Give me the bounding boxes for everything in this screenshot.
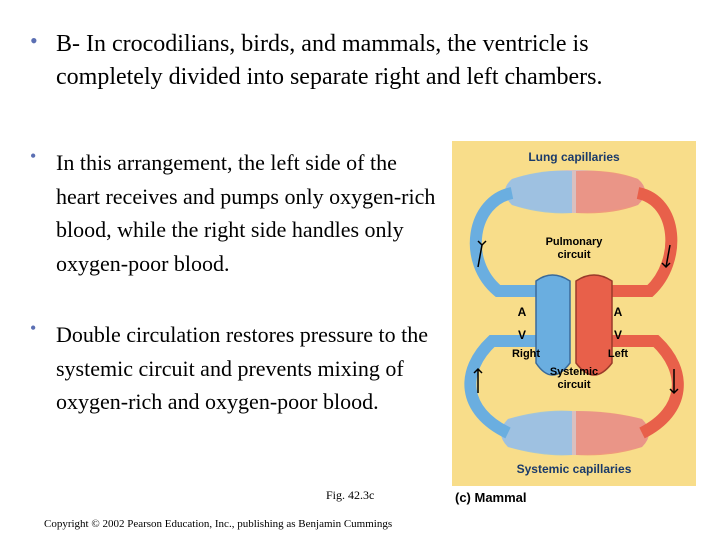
systemic-capillaries-label: Systemic capillaries — [516, 462, 632, 476]
figure-reference: Fig. 42.3c — [326, 488, 375, 502]
bullet-text: Double circulation restores pressure to the systemic circuit and prevents mixing of oxygen-rich and oxygen-poor blood. — [56, 322, 429, 414]
bullet-marker: • — [30, 146, 37, 166]
bullet-text: B- In crocodilians, birds, and mammals, the ventricle is completely divided into separate right and left chambers. — [56, 31, 603, 90]
ventricle-label-right-side: V — [517, 328, 527, 342]
bullet-3 — [30, 318, 440, 419]
systemic-circuit-label-1: Systemic — [549, 366, 599, 378]
left-side-label: Left — [607, 348, 629, 360]
bullet-text: In this arrangement, the left side of the heart receives and pumps only oxygen-rich blood, while the right side handles only oxygen-poor blood. — [56, 150, 436, 276]
systemic-circuit-label-2: circuit — [557, 379, 591, 391]
bullet-marker: • — [30, 28, 38, 53]
right-side-label: Right — [511, 348, 541, 360]
bullet-marker: • — [30, 318, 37, 338]
pulmonary-circuit-label-1: Pulmonary — [545, 236, 603, 248]
figure-caption: (c) Mammal — [455, 490, 527, 505]
atrium-label-right-side: A — [517, 305, 527, 319]
lung-capillaries — [505, 170, 645, 213]
bullet-1 — [30, 28, 670, 94]
bullet-2 — [30, 146, 440, 280]
ventricle-label-left-side: V — [613, 328, 623, 342]
circulation-diagram — [452, 141, 696, 486]
lung-capillaries-label: Lung capillaries — [528, 150, 620, 164]
atrium-label-left-side: A — [613, 305, 623, 319]
copyright-notice: Copyright © 2002 Pearson Education, Inc., publishing as Benjamin Cummings — [44, 518, 393, 530]
pulmonary-circuit-label-2: circuit — [557, 249, 591, 261]
systemic-capillaries — [501, 411, 649, 456]
